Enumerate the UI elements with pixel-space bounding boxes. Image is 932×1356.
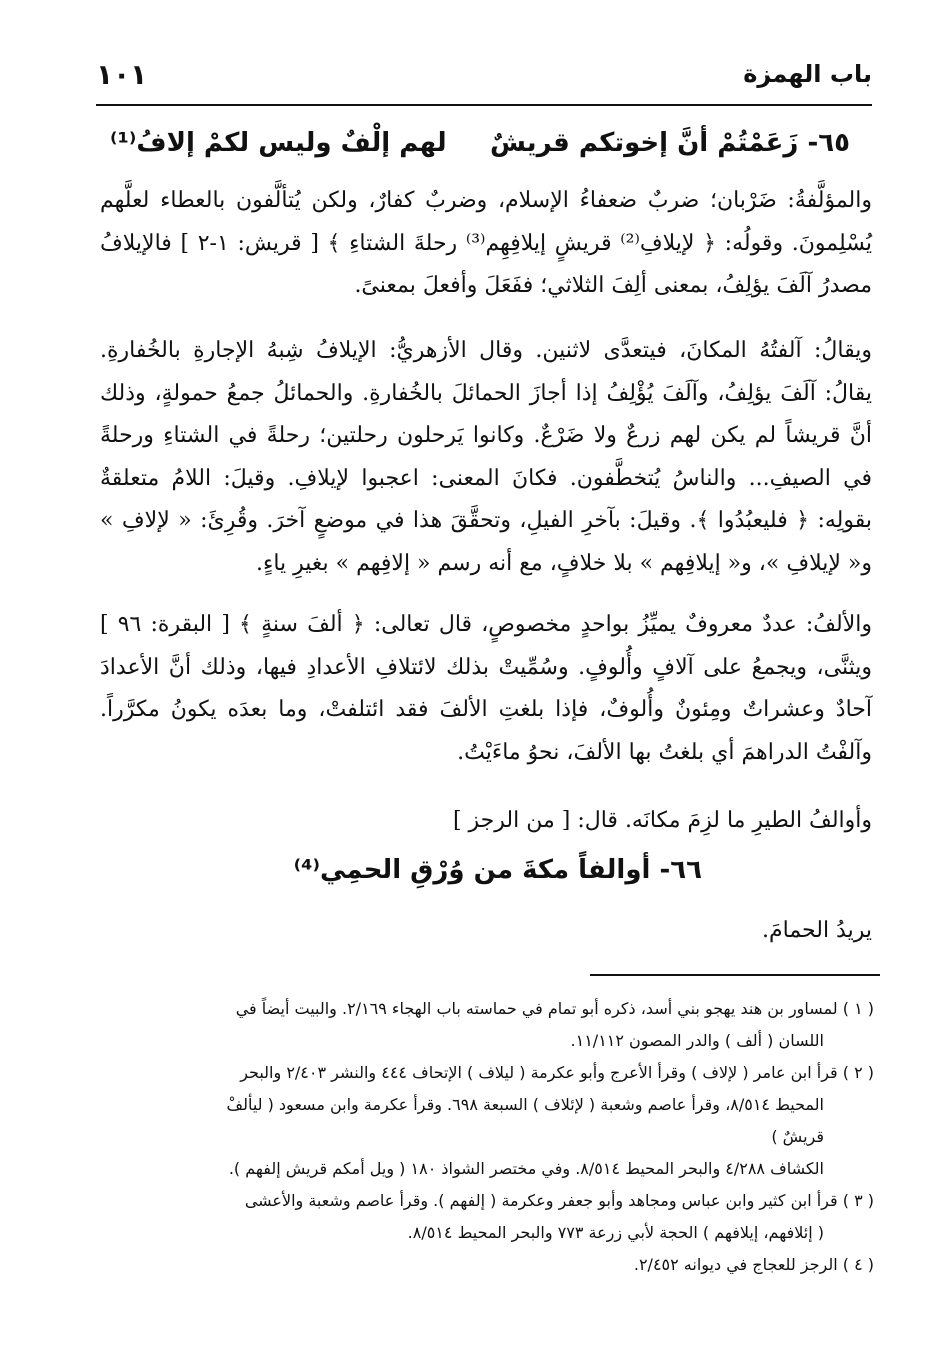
verse-65-second-hemistich: لهم إلْفٌ وليس لكمْ إلافُ⁽¹⁾ <box>110 128 447 158</box>
footnote-2: ( ٢ ) قرأ ابن عامر ( لإلاف ) وقرأ الأعرج وأبو عكرمة ( ليلاف ) الإتحاف ٤٤٤ والنشر ٢/٤٠٣ والبحر <box>240 1063 874 1082</box>
footnote-rule <box>590 974 880 976</box>
footnote-4: ( ٤ ) الرجز للعجاج في ديوانه ٢/٤٥٢. <box>633 1255 874 1274</box>
footnote-2-continued: قريشٌ ) <box>771 1127 824 1146</box>
verse-65-first-hemistich: ٦٥- زَعَمْتُمْ أنَّ إخوتكم قريشٌ <box>490 128 850 158</box>
footnote-1: ( ١ ) لمساور بن هند يهجو بني أسد، ذكره أبو تمام في حماسته باب الهجاء ٢/١٦٩. والبيت أيضاً في <box>235 999 874 1018</box>
footnote-2-continued: المحيط ٨/٥١٤، وقرأ عاصم وشعبة ( لإئلاف ) السبعة ٦٩٨. وقرأ عكرمة وابن مسعود ( ليألفْ <box>226 1095 824 1114</box>
page-number: ١٠١ <box>96 58 148 91</box>
chapter-title: باب الهمزة <box>743 60 872 88</box>
footnote-3: ( ٣ ) قرأ ابن كثير وابن عباس ومجاهد وأبو جعفر وعكرمة ( إلفهم ). وقرأ عاصم وشعبة والأعشى <box>244 1191 874 1210</box>
verse-66-text: ٦٦- أوالفاً مكةَ من وُرْقِ الحمِي⁽⁴⁾ <box>293 855 702 885</box>
footnotes <box>100 994 874 1282</box>
footnote-2-continued: الكشاف ٤/٢٨٨ والبحر المحيط ٨/٥١٤. وفي مختصر الشواذ ١٨٠ ( ويل أمكم قريش إلفهم ). <box>228 1159 824 1178</box>
footnote-3-continued: ( إئلافهم، إيلافهم ) الحجة لأبي زرعة ٧٧٣ والبحر المحيط ٨/٥١٤. <box>407 1223 824 1242</box>
paragraph-mualafa: والمؤلَّفةُ: ضَرْبان؛ ضربٌ ضعفاءُ الإسلام، وضربٌ كفارٌ، ولكن يُتألَّفون بالعطاء لعلَّهم يُسْلِمونَ. وقولُه: ﴿ لإيلافِ⁽²⁾ قريشٍ إيلافِهِم⁽³⁾ رحلةَ الشتاءِ ﴾ [ قريش: ١-٢ ] فالإيلافُ مصدرُ آلَفَ يؤلِفُ، بمعنى ألِفَ الثلاثي؛ ففَعَلَ وأفعلَ بمعنىً. <box>100 188 872 298</box>
paragraph-ilaf: ويقالُ: آلفتُهُ المكانَ، فيتعدَّى لاثنين. وقال الأزهريُّ: الإيلافُ شِبهُ الإجارةِ بالخُفارةِ. يقالُ: آلَفَ يؤلِفُ، وآلَفَ يُؤْلِفُ إذا أجازَ الحمائلَ بالخُفارةِ. والحمائلُ جمعُ حمولةٍ، وذلك أنَّ قريشاً لم يكن لهم زرعٌ ولا ضَرْعٌ. وكانوا يَرحلون رحلتين؛ رحلةً في الشتاءِ ورحلةً في الصيفِ... والناسُ يُتخطَّفون. فكانَ المعنى: اعجبوا لإيلافِ. وقيلَ: اللامُ متعلقةٌ بقولِه: ﴿ فليعبُدُوا ﴾. وقيلَ: بآخرِ الفيلِ، وتحقَّقَ هذا في موضعٍ آخرَ. وقُرِئَ: « لإلافِ » و« لإيلافِ »، و« إيلافِهم » بلا خلافٍ، مع أنه رسم « إلافِهم » بغيرِ ياءٍ. <box>100 338 872 576</box>
verse-66 <box>110 855 702 895</box>
verse-65 <box>110 128 850 168</box>
header-rule <box>96 104 872 106</box>
paragraph-alf: والألفُ: عددٌ معروفٌ يميِّزُ بواحدٍ مخصوصٍ، قال تعالى: ﴿ ألفَ سنةٍ ﴾ [ البقرة: ٩٦ ] ويثنَّى، ويجمعُ على آلافٍ وأُلوفٍ. وسُمِّيتْ بذلك لائتلافِ الأعدادِ فيها، وذلك أنَّ الأعدادَ آحادٌ وعشراتٌ ومِئونٌ وأُلوفٌ، فإذا بلغتِ الألفَ فقد ائتلفتْ، وما بعدَه يكونُ مكرَّراً. وآلفْتُ الدراهمَ أي بلغتُ بها الألفَ، نحوُ ماءَيْتُ. <box>100 612 873 765</box>
paragraph-hamam: يريدُ الحمامَ. <box>762 918 872 943</box>
page-header <box>96 56 872 100</box>
paragraph-awalif: وأوالفُ الطيرِ ما لزِمَ مكانَه. قال: [ من الرجز ] <box>452 808 872 833</box>
footnote-1-continued: اللسان ( ألف ) والدر المصون ١١/١١٢. <box>570 1031 824 1050</box>
